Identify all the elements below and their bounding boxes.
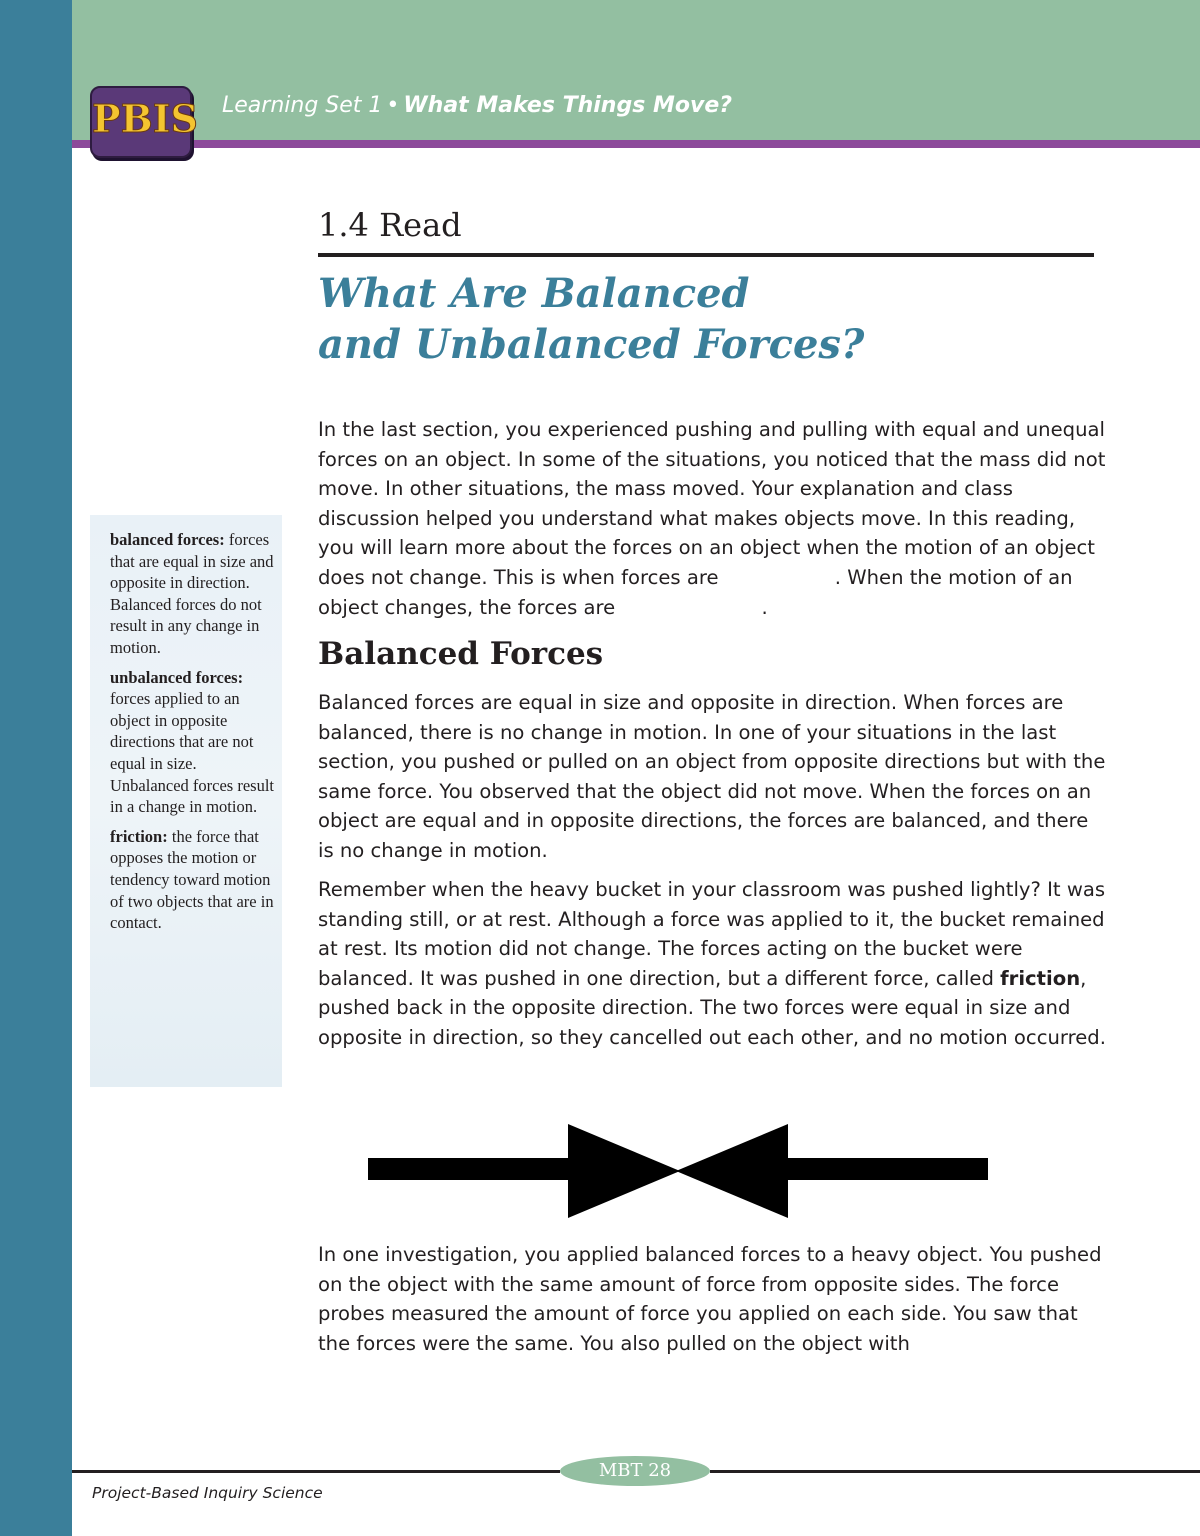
left-color-band	[0, 0, 72, 1536]
glossary-definition: forces applied to an object in opposite directions that are not equal in size. Unbalanced forces result in a change in motion.	[110, 689, 275, 817]
intro-text-3: .	[761, 595, 768, 619]
intro-text-1: In the last section, you experienced pushing and pulling with equal and unequal forces on an object. In some of the situations, you noticed that the mass did not move. In other situations, the mass moved. Your explanation and class discussion helped you understand what makes objects move. In this reading, you will learn more about the forces on an object when the motion of an object does not change. This is when forces are	[318, 418, 1106, 589]
glossary-term: unbalanced forces:	[110, 667, 244, 687]
bucket-text-before: Remember when the heavy bucket in your classroom was pushed lightly? It was standing still, or at rest. Although a force was applied to it, the bucket remained at rest. Its motion did not change. The forces acting on the bucket were balanced. It was pushed in one direction, but a different force, called	[318, 878, 1106, 990]
section-rule	[318, 253, 1094, 257]
balanced-forces-arrows-diagram	[368, 1124, 988, 1218]
glossary-term: balanced forces:	[110, 530, 225, 549]
left-arrow-head	[568, 1124, 680, 1218]
section-label: 1.4 Read	[318, 206, 462, 244]
glossary-term: friction:	[110, 826, 168, 846]
friction-term: friction	[1000, 966, 1081, 990]
intro-paragraph	[318, 415, 1108, 622]
balanced-forces-heading: Balanced Forces	[318, 636, 604, 672]
glossary-definition: the force that opposes the motion or tendency toward motion of two objects that are in contact.	[110, 826, 274, 933]
glossary-definition: forces that are equal in size and opposite in direction. Balanced forces do not result in any change in motion.	[110, 530, 274, 657]
glossary-entry	[110, 529, 274, 659]
intro-text-2: . When the motion of an object changes, the forces are	[318, 565, 1073, 619]
glossary-sidebar	[90, 515, 282, 1087]
page-title-line-2: and Unbalanced Forces?	[318, 321, 865, 368]
investigation-paragraph: In one investigation, you applied balanced forces to a heavy object. You pushed on the object with the same amount of force from opposite sides. The force probes measured the amount of force you applied on each side. You saw that the forces were the same. You also pulled on the object with	[318, 1243, 1102, 1355]
glossary-entry	[110, 667, 274, 818]
pbis-logo	[90, 86, 198, 158]
page-title	[318, 268, 1098, 370]
page-title-line-1: What Are Balanced	[318, 270, 750, 317]
learning-set-label: Learning Set 1	[222, 93, 383, 118]
left-arrow-shaft	[368, 1158, 600, 1180]
header-rule	[72, 140, 1200, 148]
bucket-text-after: , pushed back in the opposite direction. The two forces were equal in size and opposite in direction, so they cancelled out each other, and no motion occurred.	[318, 966, 1106, 1049]
footer-rule-right	[710, 1470, 1200, 1473]
balanced-paragraph-1: Balanced forces are equal in size and opposite in direction. When forces are balanced, there is no change in motion. In one of your situations in the last section, you pushed or pulled on an object from opposite directions but with the same force. You observed that the object did not move. When the forces on an object are equal and in opposite directions, the forces are balanced, and there is no change in motion.	[318, 691, 1106, 862]
footer-rule-left	[72, 1470, 560, 1473]
logo-text: PBIS	[92, 96, 198, 141]
header-band	[72, 0, 1200, 140]
running-header	[222, 93, 732, 118]
glossary-entry	[110, 826, 274, 934]
learning-set-title: What Makes Things Move?	[403, 93, 733, 118]
balanced-paragraph-2	[318, 875, 1108, 1053]
right-arrow-head	[676, 1124, 788, 1218]
footer-book-title: Project-Based Inquiry Science	[92, 1484, 323, 1502]
right-arrow-shaft	[756, 1158, 988, 1180]
header-separator: •	[386, 93, 400, 118]
page-number-badge: MBT 28	[560, 1456, 710, 1486]
